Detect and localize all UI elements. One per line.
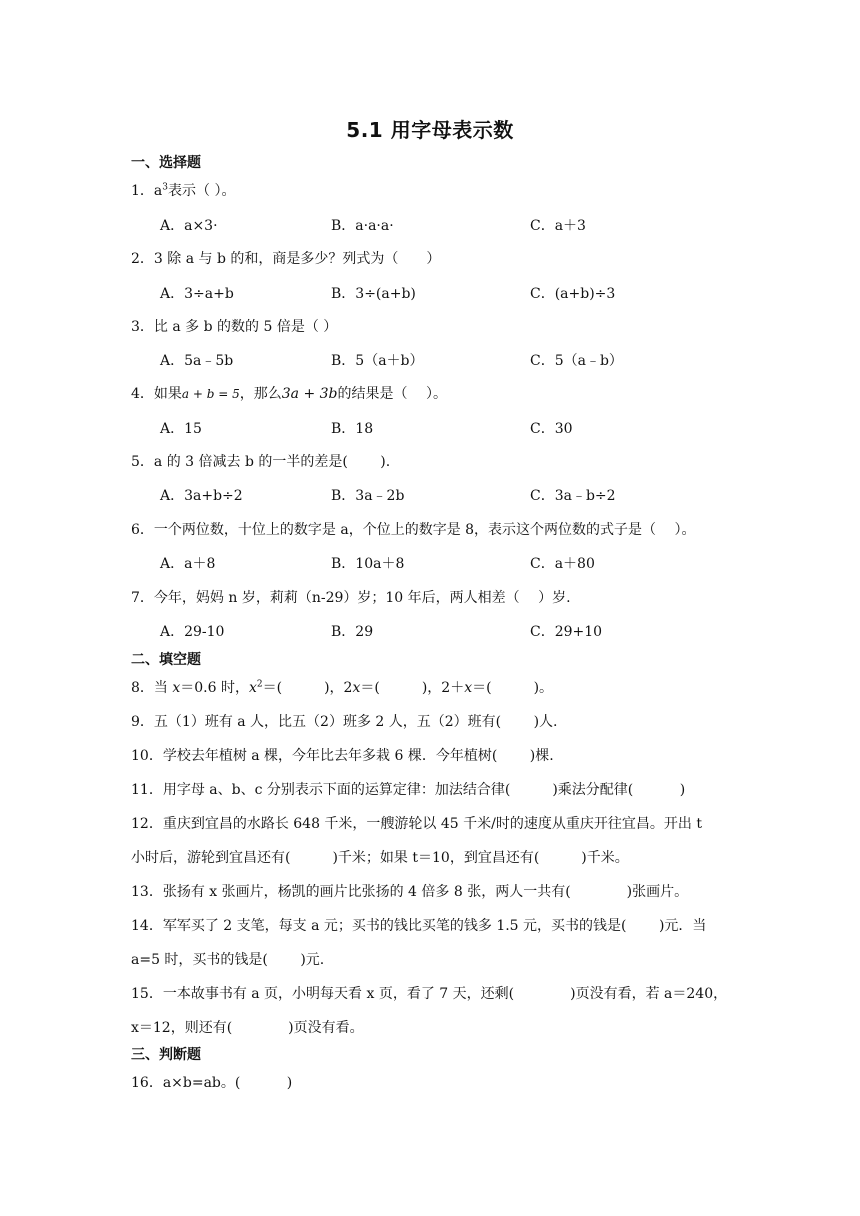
question-1-option-b: B．a·a·a· xyxy=(331,218,394,234)
variable-x: x xyxy=(172,680,181,696)
variable-x: x xyxy=(464,680,473,696)
question-2-option-a: A．3÷a+b xyxy=(160,286,234,302)
question-14-line-1: 14．军军买了 2 支笔，每支 a 元；买书的钱比买笔的钱多 1.5 元，买书的钱是( )元．当 xyxy=(131,918,707,934)
question-1-option-a: A．a×3· xyxy=(160,218,218,234)
question-3-option-a: A．5a﹣5b xyxy=(160,353,234,369)
question-4-expression: 3a + 3b xyxy=(281,386,338,402)
question-7-option-a: A．29-10 xyxy=(160,624,225,640)
question-4-suffix: 的结果是（ ）。 xyxy=(337,386,447,402)
question-2-option-c: C．(a+b)÷3 xyxy=(530,286,616,302)
question-8-part: ＝0.6 时， xyxy=(180,680,249,696)
question-6-option-a: A．a＋8 xyxy=(160,556,216,572)
question-8-part: 8．当 xyxy=(131,680,173,696)
question-3-option-b: B．5（a＋b） xyxy=(331,353,424,369)
question-3: 3．比 a 多 b 的数的 5 倍是（ ） xyxy=(131,319,338,335)
question-11: 11．用字母 a、b、c 分别表示下面的运算定律：加法结合律( )乘法分配律( ) xyxy=(131,782,686,798)
question-5-option-b: B．3a﹣2b xyxy=(331,488,405,504)
question-7-option-b: B．29 xyxy=(331,624,374,640)
question-3-option-c: C．5（a﹣b） xyxy=(530,353,623,369)
question-12-line-2: 小时后，游轮到宜昌还有( )千米；如果 t＝10，到宜昌还有( )千米。 xyxy=(131,850,629,866)
question-7-option-c: C．29+10 xyxy=(530,624,603,640)
question-12-line-1: 12．重庆到宜昌的水路长 648 千米，一艘游轮以 45 千米/时的速度从重庆开往宜昌。开出 t xyxy=(131,816,702,832)
section-heading-fill: 二、填空题 xyxy=(131,652,201,668)
question-1-option-c: C．a＋3 xyxy=(530,218,586,234)
question-4-mid: ，那么 xyxy=(239,386,282,402)
page-title: 5.1 用字母表示数 xyxy=(346,118,514,142)
question-4-prefix: 4．如果 xyxy=(131,386,182,402)
question-9: 9．五（1）班有 a 人，比五（2）班多 2 人，五（2）班有( )人. xyxy=(131,714,558,730)
exponent-two: 2 xyxy=(256,679,263,690)
question-5-option-a: A．3a+b÷2 xyxy=(160,488,243,504)
variable-x: x xyxy=(352,680,361,696)
question-4-option-a: A．15 xyxy=(160,421,202,437)
question-1 xyxy=(131,180,235,200)
question-1-base: a xyxy=(153,183,163,199)
question-14-line-2: a=5 时，买书的钱是( )元. xyxy=(131,952,325,968)
question-4-condition: a + b = 5 xyxy=(181,387,240,401)
question-8-part: ＝( )，2＋ xyxy=(360,680,465,696)
question-1-number: 1． xyxy=(131,183,154,199)
question-6-option-c: C．a＋80 xyxy=(530,556,595,572)
section-heading-choice: 一、选择题 xyxy=(131,155,201,171)
question-15-line-1: 15．一本故事书有 a 页，小明每天看 x 页，看了 7 天，还剩( )页没有看，若 a＝240， xyxy=(131,986,728,1002)
question-5: 5．a 的 3 倍减去 b 的一半的差是( ). xyxy=(131,454,391,470)
question-8 xyxy=(131,677,553,697)
variable-x: x xyxy=(248,680,257,696)
question-7: 7．今年，妈妈 n 岁，莉莉（n-29）岁；10 年后，两人相差（ ）岁. xyxy=(131,590,571,606)
question-1-exponent: 3 xyxy=(162,182,169,193)
section-heading-judge: 三、判断题 xyxy=(131,1047,201,1063)
question-6: 6．一个两位数，十位上的数字是 a，个位上的数字是 8，表示这个两位数的式子是（ ）。 xyxy=(131,522,696,538)
question-4-option-b: B．18 xyxy=(331,421,374,437)
question-5-option-c: C．3a﹣b÷2 xyxy=(530,488,616,504)
question-13: 13．张扬有 x 张画片，杨凯的画片比张扬的 4 倍多 8 张，两人一共有( )张画片。 xyxy=(131,884,689,900)
question-4 xyxy=(131,383,447,403)
question-2: 2．3 除 a 与 b 的和，商是多少？列式为（ ） xyxy=(131,251,441,267)
question-8-part: ＝( )。 xyxy=(472,680,554,696)
question-6-option-b: B．10a＋8 xyxy=(331,556,405,572)
question-15-line-2: x＝12，则还有( )页没有看。 xyxy=(131,1020,364,1036)
question-2-option-b: B．3÷(a+b) xyxy=(331,286,416,302)
question-16: 16．a×b=ab。( ) xyxy=(131,1075,293,1091)
question-1-stem: 表示（ ）。 xyxy=(168,183,236,199)
question-4-option-c: C．30 xyxy=(530,421,573,437)
question-8-part: ＝( )，2 xyxy=(262,680,353,696)
question-10: 10．学校去年植树 a 棵，今年比去年多栽 6 棵．今年植树( )棵. xyxy=(131,748,554,764)
